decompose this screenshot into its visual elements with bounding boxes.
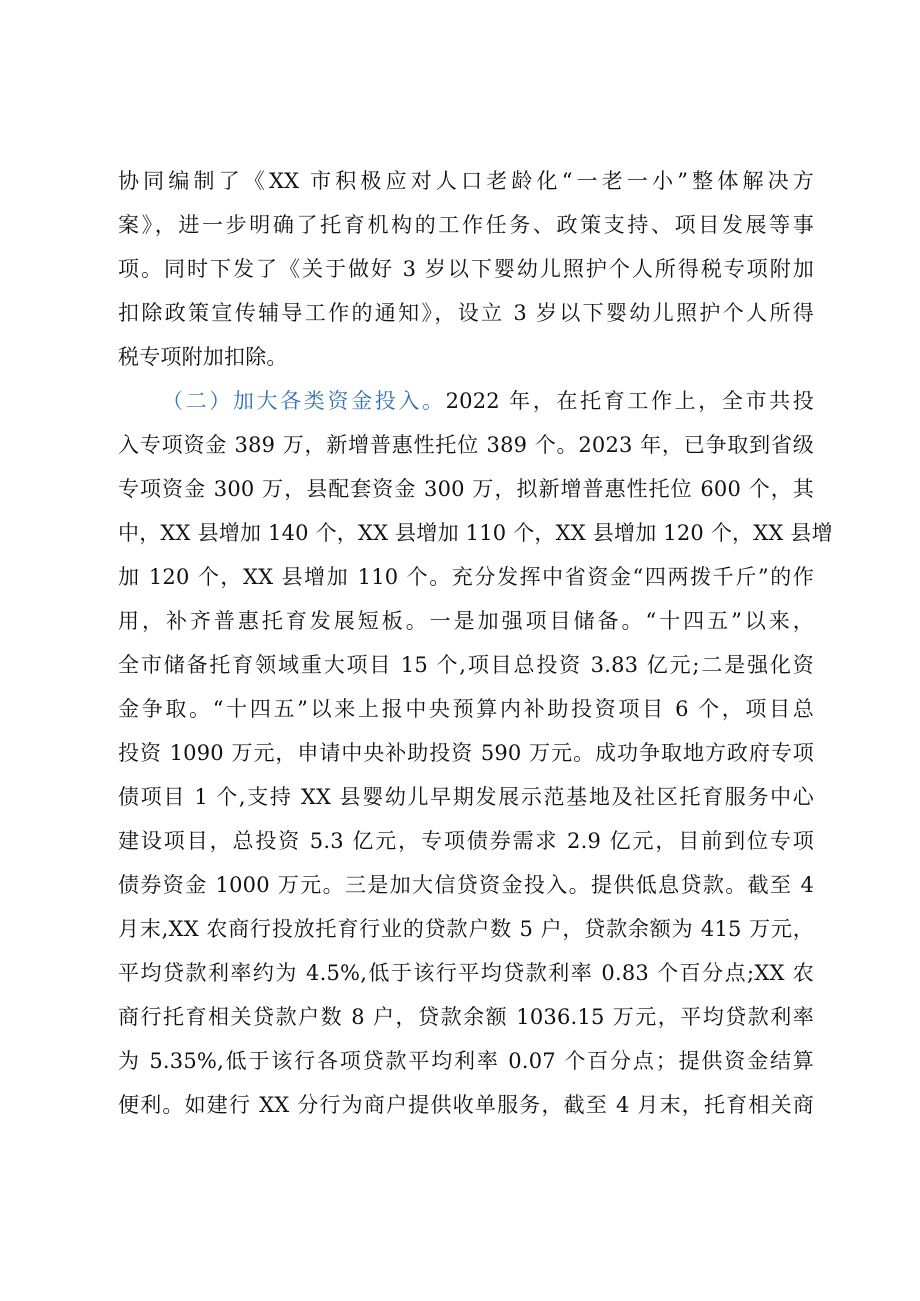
text-line: 全市储备托育领域重大项目 15 个,项目总投资 3.83 亿元;二是强化资	[118, 653, 814, 677]
text-line: 用，补齐普惠托育发展短板。一是加强项目储备。“十四五”以来，	[118, 609, 814, 633]
text-line: 项。同时下发了《关于做好 3 岁以下婴幼儿照护个人所得税专项附加	[118, 257, 814, 281]
text-line: 案》，进一步明确了托育机构的工作任务、政策支持、项目发展等事	[118, 213, 814, 237]
text-line: 便利。如建行 XX 分行为商户提供收单服务，截至 4 月末，托育相关商	[118, 1093, 814, 1117]
text-line: 加 120 个，XX 县增加 110 个。充分发挥中省资金“四两拨千斤”的作	[118, 565, 814, 589]
text-line: 中，XX 县增加 140 个，XX 县增加 110 个，XX 县增加 120 个，XX 县增	[118, 521, 833, 545]
text-line: 扣除政策宣传辅导工作的通知》，设立 3 岁以下婴幼儿照护个人所得	[118, 301, 814, 325]
section-heading-line	[162, 381, 814, 421]
text-line: 投资 1090 万元，申请中央补助投资 590 万元。成功争取地方政府专项	[118, 741, 814, 765]
text-line: 金争取。“十四五”以来上报中央预算内补助投资项目 6 个，项目总	[118, 697, 814, 721]
text-line: 平均贷款利率约为 4.5%,低于该行平均贷款利率 0.83 个百分点;XX 农	[118, 961, 814, 985]
section-heading: （二）加大各类资金投入。	[162, 389, 446, 413]
text-line: 月末,XX 农商行投放托育行业的贷款户数 5 户，贷款余额为 415 万元，	[118, 917, 814, 941]
text-line: 税专项附加扣除。	[118, 345, 288, 369]
text-line: 债项目 1 个,支持 XX 县婴幼儿早期发展示范基地及社区托育服务中心	[118, 785, 814, 809]
text-line: 建设项目，总投资 5.3 亿元，专项债券需求 2.9 亿元，目前到位专项	[118, 829, 814, 853]
text-line: 专项资金 300 万，县配套资金 300 万，拟新增普惠性托位 600 个，其	[118, 477, 814, 501]
text-run: 2022 年，在托育工作上，全市共投	[445, 389, 814, 413]
text-line: 入专项资金 389 万，新增普惠性托位 389 个。2023 年，已争取到省级	[118, 433, 814, 457]
text-line: 为 5.35%,低于该行各项贷款平均利率 0.07 个百分点；提供资金结算	[118, 1049, 814, 1073]
text-line: 债券资金 1000 万元。三是加大信贷资金投入。提供低息贷款。截至 4	[118, 873, 814, 897]
text-line: 商行托育相关贷款户数 8 户，贷款余额 1036.15 万元，平均贷款利率	[118, 1005, 814, 1029]
text-line: 协同编制了《XX 市积极应对人口老龄化“一老一小”整体解决方	[118, 169, 814, 193]
